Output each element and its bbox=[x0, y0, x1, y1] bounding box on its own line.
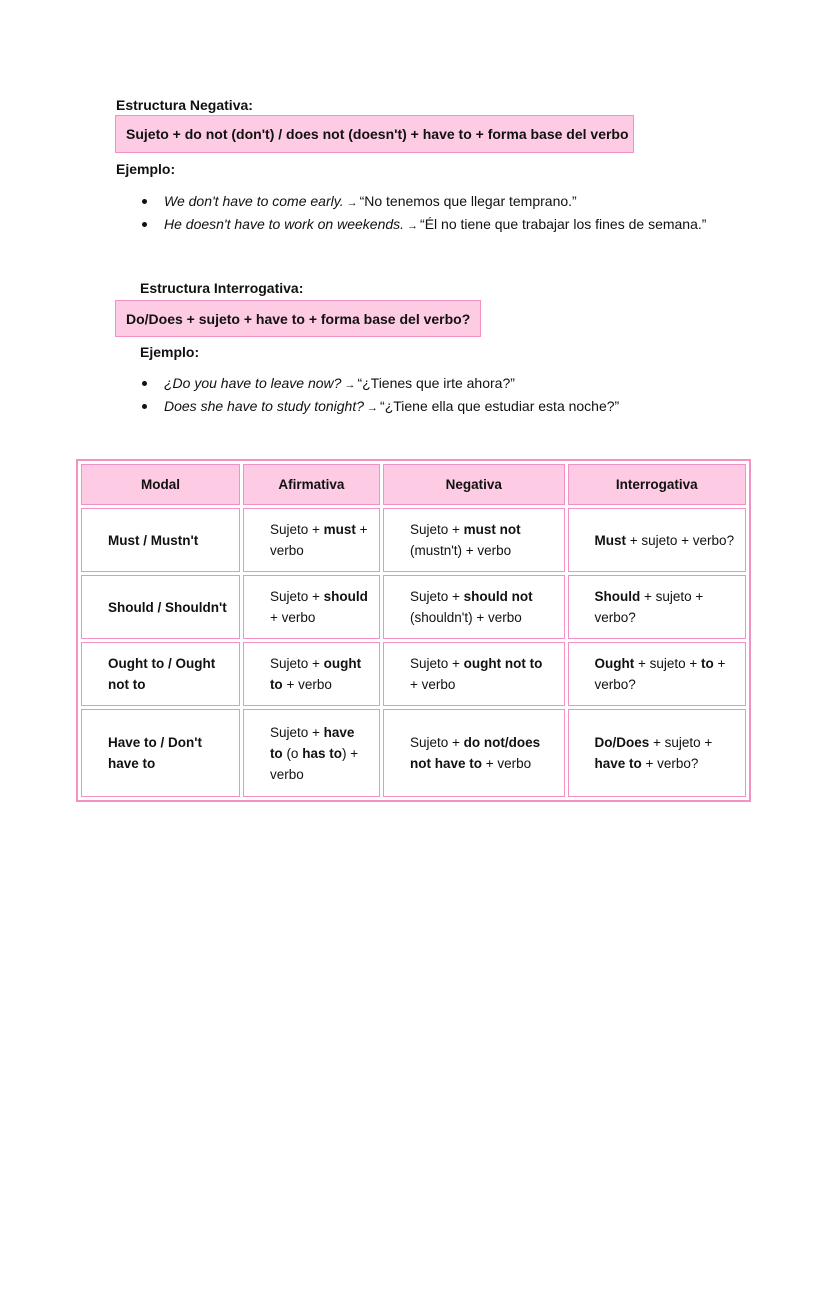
example-spanish: “No tenemos que llegar temprano.” bbox=[359, 193, 577, 209]
modal-verbs-table bbox=[76, 459, 751, 802]
interrogative-example-label: Ejemplo: bbox=[140, 344, 200, 360]
interrogative-example-list bbox=[138, 372, 619, 417]
list-item bbox=[138, 213, 706, 236]
list-item bbox=[138, 395, 619, 418]
header-modal: Modal bbox=[81, 464, 240, 505]
table-row bbox=[81, 709, 746, 797]
interrogativa-cell: Ought + sujeto + to + verbo? bbox=[568, 642, 747, 706]
negativa-cell: Sujeto + ought not to + verbo bbox=[383, 642, 565, 706]
negative-example-list bbox=[138, 190, 706, 235]
example-english: We don't have to come early. bbox=[164, 193, 344, 209]
arrow-icon: → bbox=[407, 219, 419, 232]
modal-cell: Have to / Don't have to bbox=[81, 709, 240, 797]
modal-cell: Must / Mustn't bbox=[81, 508, 240, 572]
example-spanish: “Él no tiene que trabajar los fines de semana.” bbox=[420, 215, 707, 232]
header-afirmativa: Afirmativa bbox=[243, 464, 380, 505]
modal-cell: Should / Shouldn't bbox=[81, 575, 240, 639]
example-english: ¿Do you have to leave now? bbox=[164, 375, 342, 391]
table-row bbox=[81, 642, 746, 706]
negative-example-label: Ejemplo: bbox=[116, 161, 176, 177]
afirmativa-cell: Sujeto + ought to + verbo bbox=[243, 642, 380, 706]
header-negativa: Negativa bbox=[383, 464, 565, 505]
negative-heading: Estructura Negativa: bbox=[116, 97, 253, 113]
table-header-row bbox=[81, 464, 746, 505]
arrow-icon: → bbox=[344, 379, 356, 391]
table-row bbox=[81, 508, 746, 572]
list-item bbox=[138, 190, 706, 213]
negative-formula-box: Sujeto + do not (don't) / does not (doesn't) + have to + forma base del verbo bbox=[115, 115, 634, 153]
negativa-cell: Sujeto + must not (mustn't) + verbo bbox=[383, 508, 565, 572]
header-interrogativa: Interrogativa bbox=[568, 464, 747, 505]
afirmativa-cell: Sujeto + have to (o has to) + verbo bbox=[243, 709, 380, 797]
arrow-icon: → bbox=[367, 401, 379, 414]
interrogative-formula-box: Do/Does + sujeto + have to + forma base del verbo? bbox=[115, 300, 481, 337]
interrogative-heading: Estructura Interrogativa: bbox=[140, 280, 304, 296]
afirmativa-cell: Sujeto + should + verbo bbox=[243, 575, 380, 639]
example-spanish: “¿Tiene ella que estudiar esta noche?” bbox=[380, 397, 620, 414]
table-row bbox=[81, 575, 746, 639]
negativa-cell: Sujeto + should not (shouldn't) + verbo bbox=[383, 575, 565, 639]
interrogativa-cell: Should + sujeto + verbo? bbox=[568, 575, 747, 639]
interrogativa-cell: Do/Does + sujeto + have to + verbo? bbox=[568, 709, 747, 797]
example-english: He doesn't have to work on weekends. bbox=[164, 215, 405, 232]
interrogativa-cell: Must + sujeto + verbo? bbox=[568, 508, 747, 572]
modal-cell: Ought to / Ought not to bbox=[81, 642, 240, 706]
list-item bbox=[138, 372, 619, 395]
negativa-cell: Sujeto + do not/does not have to + verbo bbox=[383, 709, 565, 797]
example-english: Does she have to study tonight? bbox=[164, 397, 365, 414]
example-spanish: “¿Tienes que irte ahora?” bbox=[357, 375, 515, 391]
afirmativa-cell: Sujeto + must + verbo bbox=[243, 508, 380, 572]
arrow-icon: → bbox=[346, 197, 358, 209]
